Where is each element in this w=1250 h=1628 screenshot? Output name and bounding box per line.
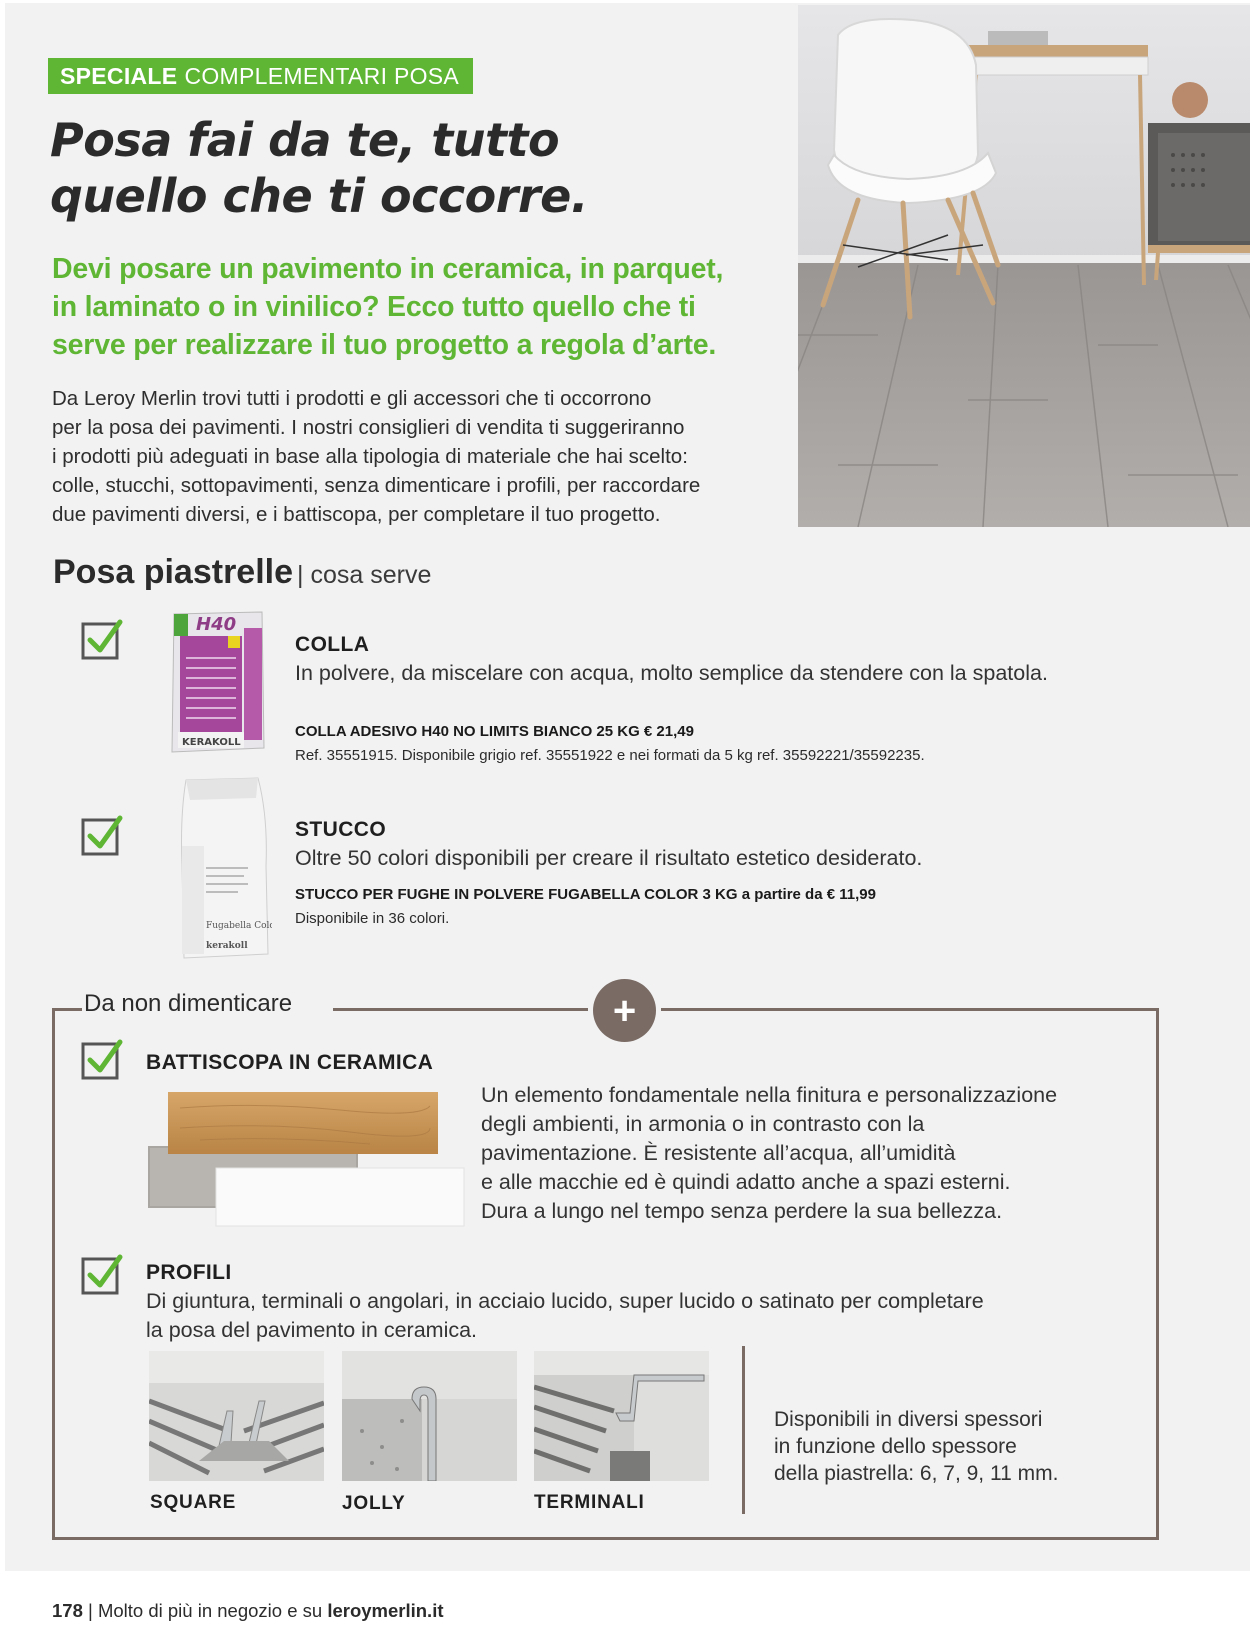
lead-line-3: serve per realizzare il tuo progetto a regola d’arte. (52, 329, 717, 361)
battiscopa-desc-line-1: Un elemento fondamentale nella finitura e personalizzazione (481, 1083, 1058, 1107)
battiscopa-desc-line-4: e alle macchie ed è quindi adatto anche a spazi esterni. (481, 1170, 1011, 1194)
section-tag (48, 58, 473, 94)
battiscopa-desc-line-3: pavimentazione. È resistente all’acqua, all’umidità (481, 1141, 956, 1165)
checkbox-icon (80, 1038, 124, 1082)
page-title-line-2: quello che ti occorre. (50, 169, 588, 223)
checkbox-icon (80, 618, 124, 662)
profili-title: PROFILI (146, 1261, 232, 1284)
page-footer (52, 1600, 444, 1622)
thickness-note-line-2: in funzione dello spessore (774, 1435, 1017, 1458)
battiscopa-desc-line-2: degli ambienti, in armonia o in contrasto con la (481, 1112, 925, 1136)
lead-paragraph (52, 250, 792, 364)
checkbox-icon (80, 814, 124, 858)
product-name-stucco: STUCCO (295, 818, 387, 841)
plus-icon: + (593, 979, 656, 1042)
profile-label-jolly: JOLLY (342, 1493, 406, 1514)
profile-label-square: SQUARE (150, 1492, 237, 1513)
box-top-border-middle (333, 1008, 588, 1011)
checkbox-icon (80, 1253, 124, 1297)
hero-photo-room (798, 5, 1250, 527)
product-name-colla: COLLA (295, 633, 370, 656)
thickness-note (774, 1406, 1104, 1487)
section-title-main: Posa piastrelle (53, 553, 294, 591)
thickness-note-line-3: della piastrella: 6, 7, 9, 11 mm. (774, 1462, 1059, 1485)
section-title (53, 553, 431, 592)
product-price-colla: COLLA ADESIVO H40 NO LIMITS BIANCO 25 KG € 21,49 (295, 723, 694, 740)
colla-bag-image (168, 608, 268, 756)
profili-description (146, 1287, 1136, 1345)
product-ref-stucco: Disponibile in 36 colori. (295, 910, 450, 927)
hero-illustration (798, 5, 1250, 527)
profile-label-terminali: TERMINALI (534, 1492, 645, 1513)
lead-line-1: Devi posare un pavimento in ceramica, in parquet, (52, 253, 724, 285)
profile-terminali-image (534, 1351, 709, 1481)
footer-text: Molto di più in negozio e su (97, 1600, 323, 1621)
section-tag-rest: COMPLEMENTARI POSA (184, 62, 460, 89)
intro-line-2: per la posa dei pavimenti. I nostri consiglieri di vendita ti suggeriranno (52, 416, 685, 439)
box-top-border-left (52, 1008, 82, 1011)
page-number: 178 (52, 1600, 83, 1621)
product-desc-stucco: Oltre 50 colori disponibili per creare il risultato estetico desiderato. (295, 846, 923, 870)
profile-jolly-image (342, 1351, 517, 1481)
colla-bag-logo: KERAKOLL (182, 737, 241, 748)
section-tag-bold: SPECIALE (60, 62, 178, 89)
lead-line-2: in laminato o in vinilico? Ecco tutto quello che ti (52, 291, 696, 323)
stucco-bag-logo: kerakoll (206, 941, 248, 951)
battiscopa-desc-line-5: Dura a lungo nel tempo senza perdere la sua bellezza. (481, 1199, 1003, 1223)
battiscopa-description (481, 1081, 1151, 1226)
reminder-box-label: Da non dimenticare (84, 990, 293, 1017)
footer-separator: | (88, 1600, 93, 1621)
profili-desc-line-1: Di giuntura, terminali o angolari, in acciaio lucido, super lucido o satinato per completare (146, 1289, 984, 1313)
intro-line-5: due pavimenti diversi, e i battiscopa, per completare il tuo progetto. (52, 503, 661, 526)
profile-square-image (149, 1351, 324, 1481)
profiles-divider (742, 1346, 745, 1514)
intro-line-3: i prodotti più adeguati in base alla tipologia di materiale che hai scelto: (52, 445, 688, 468)
page-title (50, 112, 770, 224)
intro-line-1: Da Leroy Merlin trovi tutti i prodotti e gli accessori che ti occorrono (52, 387, 652, 410)
stucco-bag-image (178, 776, 272, 960)
product-ref-colla: Ref. 35551915. Disponibile grigio ref. 35551922 e nei formati da 5 kg ref. 35592221/35592235. (295, 747, 925, 764)
stucco-bag-brand: Fugabella Color (206, 921, 272, 931)
thickness-note-line-1: Disponibili in diversi spessori (774, 1408, 1043, 1431)
battiscopa-samples-image (140, 1088, 470, 1228)
intro-line-4: colle, stucchi, sottopavimenti, senza dimenticare i profili, per raccordare (52, 474, 701, 497)
product-desc-colla: In polvere, da miscelare con acqua, molto semplice da stendere con la spatola. (295, 661, 1048, 685)
profili-desc-line-2: la posa del pavimento in ceramica. (146, 1318, 478, 1342)
footer-site-link[interactable]: leroymerlin.it (327, 1600, 444, 1621)
page-title-line-1: Posa fai da te, tutto (50, 113, 560, 167)
section-title-sub: | cosa serve (297, 561, 432, 589)
intro-paragraph (52, 384, 792, 529)
product-price-stucco: STUCCO PER FUGHE IN POLVERE FUGABELLA COLOR 3 KG a partire da € 11,99 (295, 886, 876, 903)
box-top-border-right (661, 1008, 1159, 1011)
battiscopa-title: BATTISCOPA IN CERAMICA (146, 1051, 434, 1074)
colla-bag-brand: H40 (196, 614, 237, 635)
